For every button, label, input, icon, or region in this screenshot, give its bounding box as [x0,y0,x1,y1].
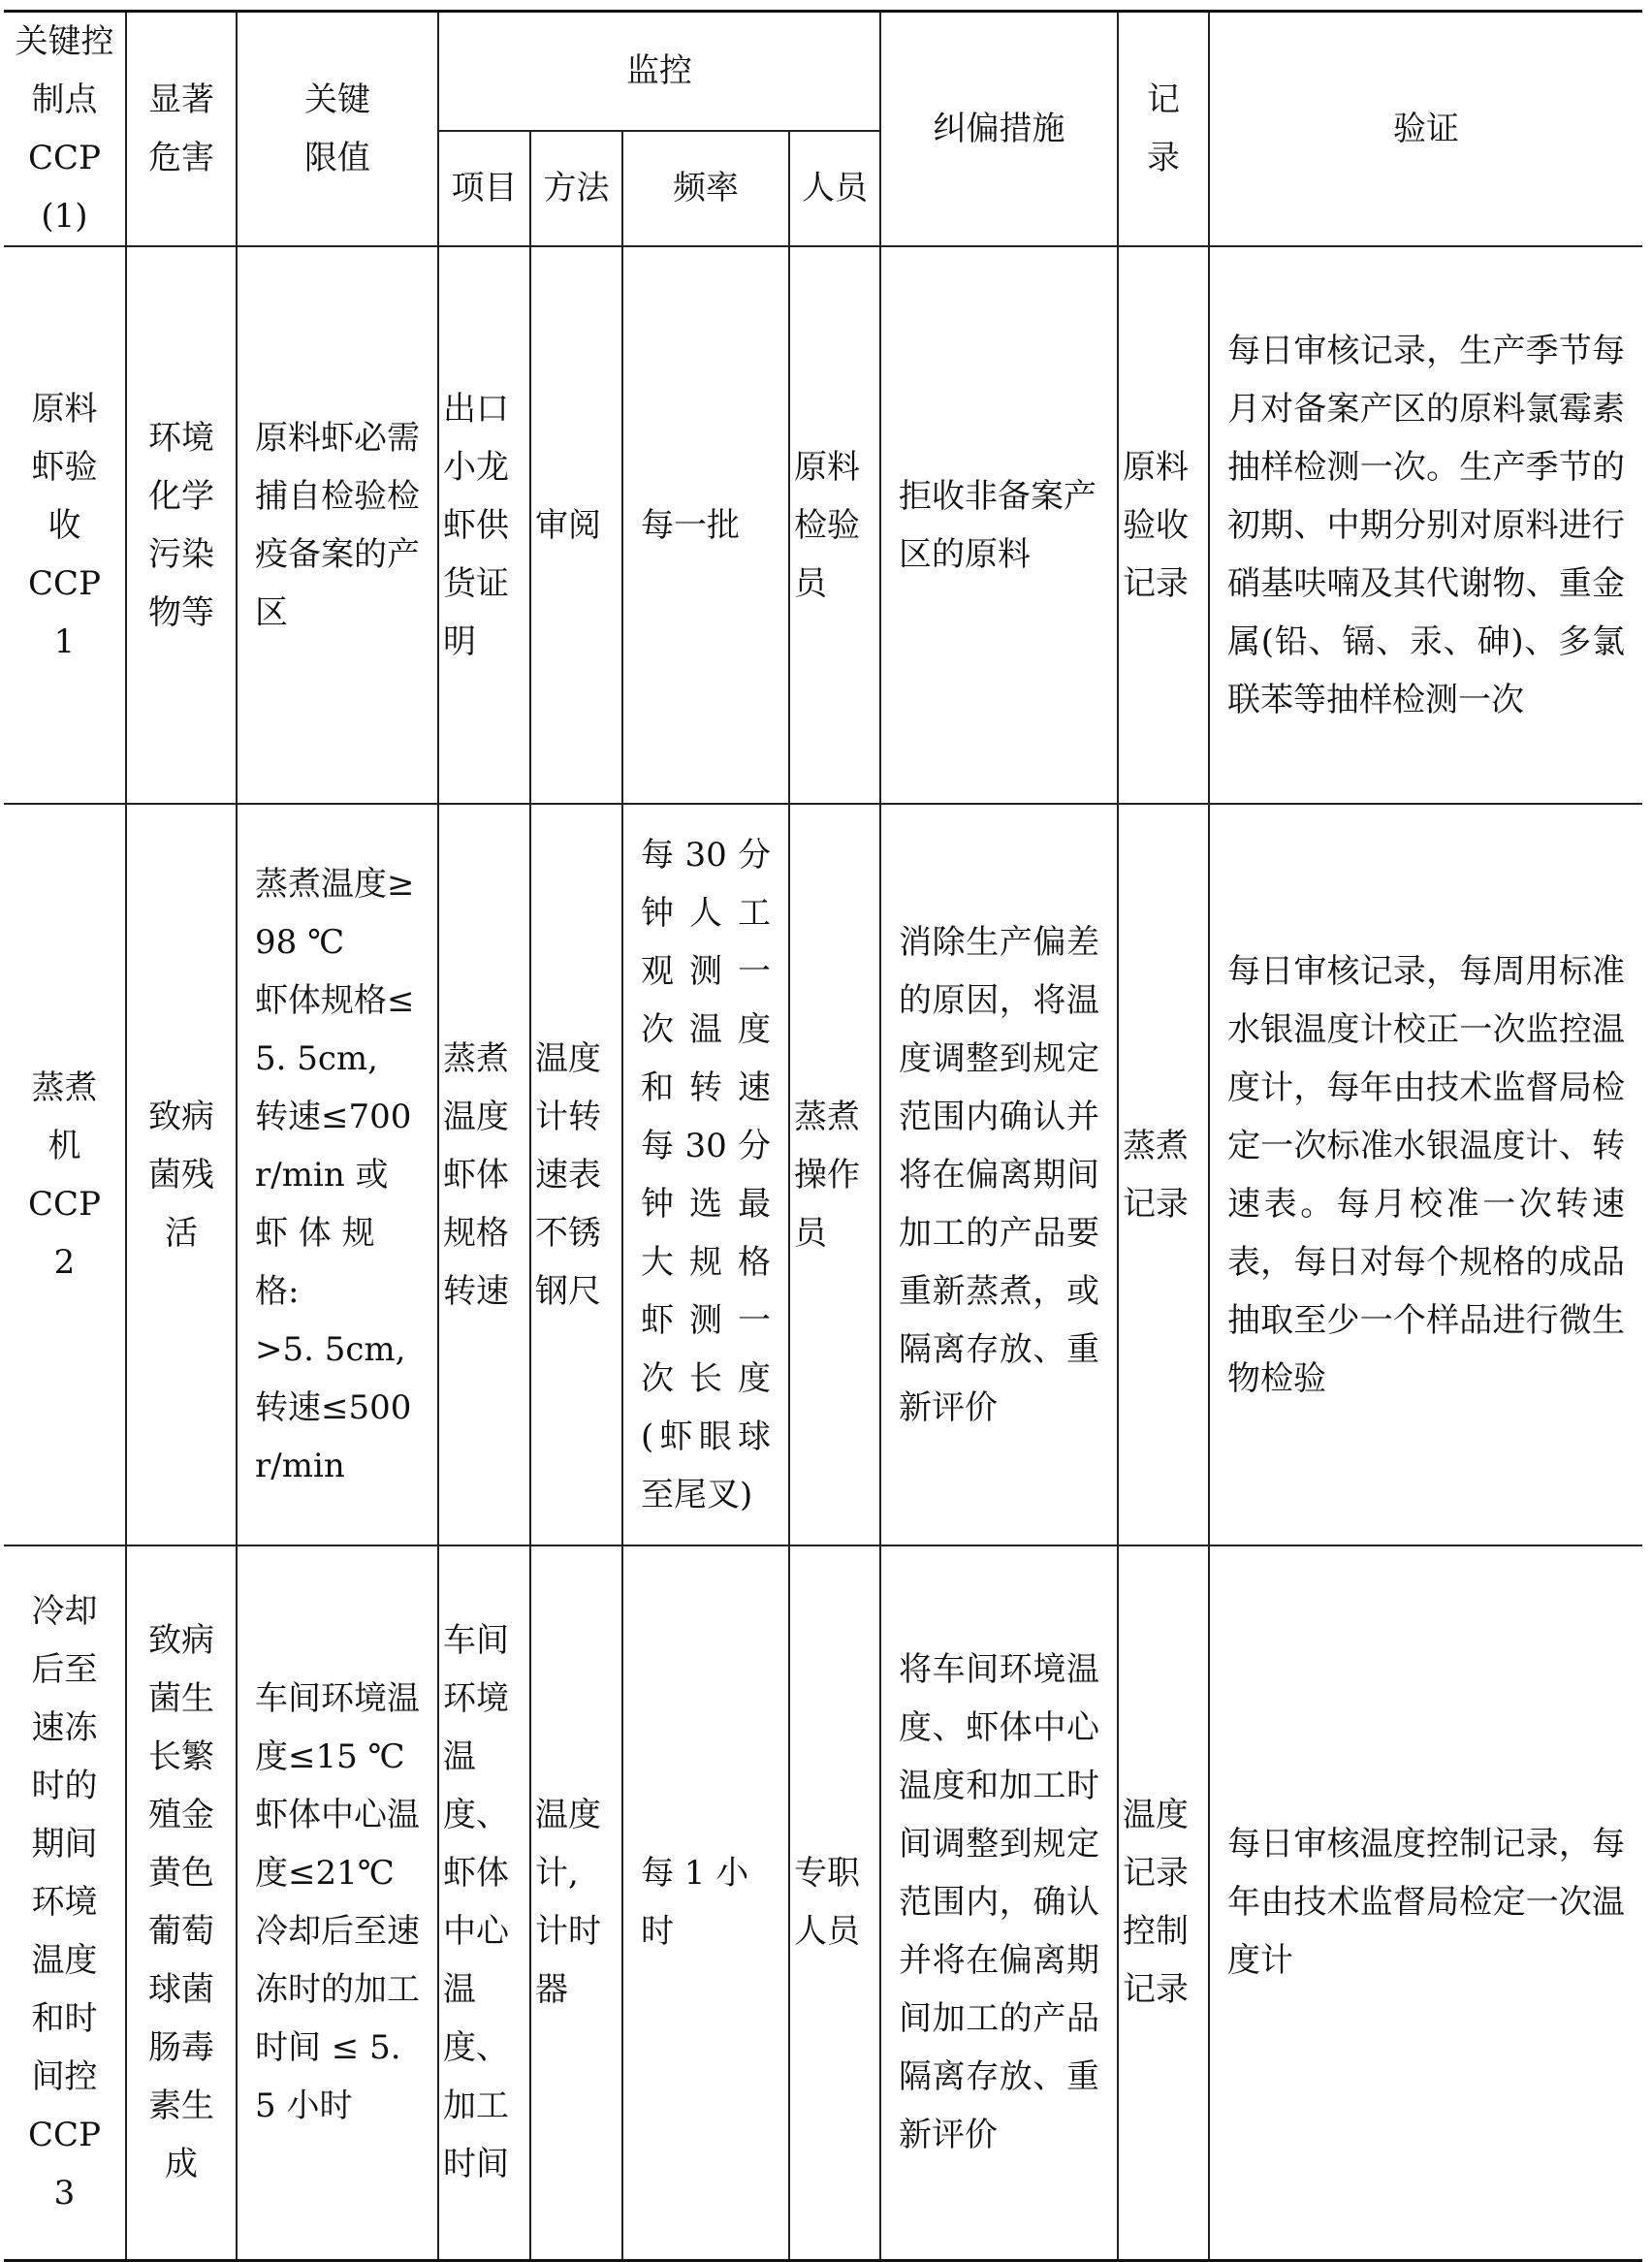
table-row [4,1545,1642,2260]
header-record: 记录 [1118,12,1209,247]
critical-limit-cell: 车间环境温度≤15 ℃ 虾体中心温度≤21℃ 冷却后至速冻时的加工时间 ≤ 5.5 小时 [237,1545,438,2260]
record-cell: 蒸煮 记录 [1118,804,1209,1545]
header-monitor-frequency: 频率 [622,131,789,246]
critical-limit-cell: 蒸煮温度≥ 98 ℃ 虾体规格≤ 5. 5cm, 转速≤700 r/min 或 虾 体 规 格: >5. 5cm, 转速≤500 r/min [237,804,438,1545]
monitor-person-cell: 蒸煮 操作 员 [789,804,880,1545]
hazard-cell: 致病 菌生 长繁 殖金 黄色 葡萄 球菌 肠毒 素生 成 [126,1545,237,2260]
monitor-method-cell: 温度 计转 速表 不锈 钢尺 [530,804,622,1545]
header-ccp: 关键控 制点 CCP (1) [4,12,126,247]
table-row [4,804,1642,1545]
monitor-method-cell: 审阅 [530,246,622,804]
verification-cell: 每日审核记录，生产季节每月对备案产区的原料氯霉素抽样检测一次。生产季节的初期、中期分别对原料进行硝基呋喃及其代谢物、重金属(铅、镉、汞、砷)、多氯联苯等抽样检测一次 [1209,246,1642,804]
header-row-1 [4,12,1642,131]
header-critical-limit: 关键 限值 [237,12,438,247]
ccp-cell: 蒸煮 机 CCP2 [4,804,126,1545]
monitor-item-cell: 车间 环境 温 度、 虾体 中心 温 度、 加工 时间 [438,1545,530,2260]
ccp-cell: 原料 虾验 收 CCP1 [4,246,126,804]
record-cell: 温度 记录 控制 记录 [1118,1545,1209,2260]
critical-limit-cell: 原料虾必需捕自检验检疫备案的产区 [237,246,438,804]
monitor-person-cell: 专职 人员 [789,1545,880,2260]
header-monitor-method: 方法 [530,131,622,246]
haccp-plan-table [4,10,1642,2262]
corrective-action-cell: 将车间环境温度、虾体中心温度和加工时间调整到规定范围内，确认并将在偏离期间加工的产品隔离存放、重新评价 [880,1545,1118,2260]
verification-cell: 每日审核温度控制记录，每年由技术监督局检定一次温度计 [1209,1545,1642,2260]
table-row [4,246,1642,804]
verification-cell: 每日审核记录，每周用标准水银温度计校正一次监控温度计，每年由技术监督局检定一次标准水银温度计、转速表。每月校准一次转速表，每日对每个规格的成品抽取至少一个样品进行微生物检验 [1209,804,1642,1545]
monitor-item-cell: 出口 小龙 虾供 货证 明 [438,246,530,804]
hazard-cell: 环境 化学 污染 物等 [126,246,237,804]
monitor-method-cell: 温度 计, 计时 器 [530,1545,622,2260]
monitor-item-cell: 蒸煮 温度 虾体 规格 转速 [438,804,530,1545]
corrective-action-cell: 消除生产偏差的原因，将温度调整到规定范围内确认并将在偏离期间加工的产品要重新蒸煮，或隔离存放、重新评价 [880,804,1118,1545]
header-monitoring: 监控 [438,12,880,131]
header-verification: 验证 [1209,12,1642,247]
header-monitor-item: 项目 [438,131,530,246]
corrective-action-cell: 拒收非备案产区的原料 [880,246,1118,804]
header-hazard: 显著 危害 [126,12,237,247]
monitor-person-cell: 原料 检验 员 [789,246,880,804]
monitor-frequency-cell: 每 30 分钟人工观测一次温度和转速每 30 分钟选最大规格虾测一次长度(虾眼球至尾叉) [622,804,789,1545]
monitor-frequency-cell: 每 1 小时 [622,1545,789,2260]
header-corrective-action: 纠偏措施 [880,12,1118,247]
record-cell: 原料 验收 记录 [1118,246,1209,804]
header-monitor-person: 人员 [789,131,880,246]
monitor-frequency-cell: 每一批 [622,246,789,804]
ccp-cell: 冷却 后至 速冻 时的 期间 环境 温度 和时 间控 CCP3 [4,1545,126,2260]
hazard-cell: 致病 菌残 活 [126,804,237,1545]
